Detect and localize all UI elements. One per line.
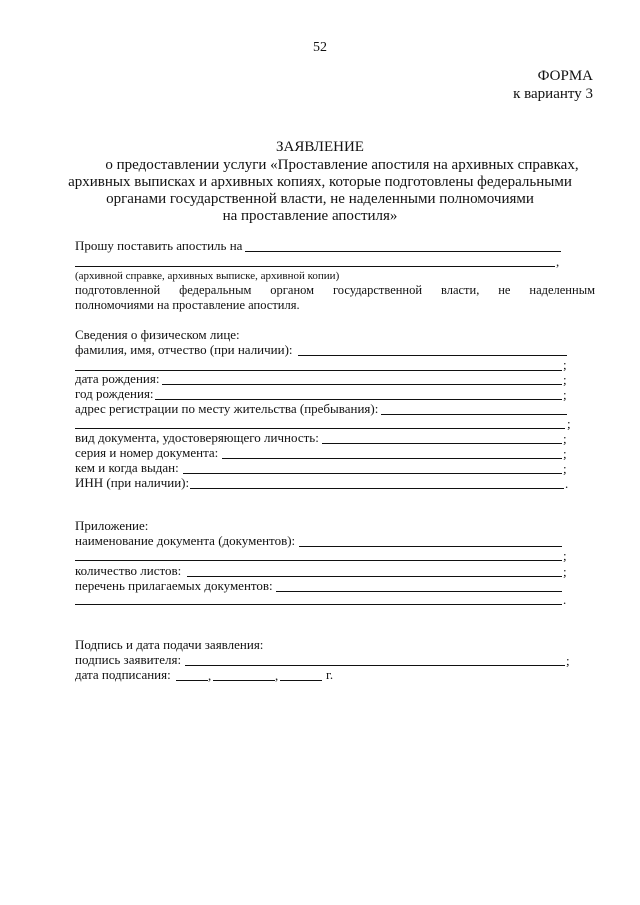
request-continuation-1: подготовленной федеральным органом государственной власти, не наделенным — [75, 283, 595, 297]
date-year-field[interactable] — [280, 680, 322, 681]
request-hint: (архивной справке, архивных выписке, архивной копии) — [75, 270, 340, 282]
list-field-cont[interactable] — [75, 604, 562, 605]
doc-type-label: вид документа, удостоверяющего личность: — [75, 430, 319, 445]
statement-subtitle-3: органами государственной власти, не наделенными полномочиями — [106, 191, 534, 207]
punct-comma: , — [556, 254, 560, 269]
date-day-field[interactable] — [176, 680, 208, 681]
punct-semicolon: ; — [563, 372, 567, 387]
sheets-label: количество листов: — [75, 563, 182, 578]
punct-comma: , — [275, 668, 279, 683]
apostille-target-field[interactable] — [245, 251, 561, 252]
inn-label: ИНН (при наличии): — [75, 475, 190, 490]
date-month-field[interactable] — [213, 680, 275, 681]
inn-field[interactable] — [190, 488, 564, 489]
statement-subtitle-4: на проставление апостиля» — [222, 208, 398, 224]
signature-section-title: Подпись и дата подачи заявления: — [75, 637, 264, 652]
punct-semicolon: ; — [563, 431, 567, 446]
form-variant: к варианту 3 — [513, 86, 593, 102]
punct-semicolon: ; — [563, 461, 567, 476]
statement-subtitle-1: о предоставлении услуги «Проставление апостиля на архивных справках, — [105, 157, 579, 173]
series-field[interactable] — [222, 458, 562, 459]
punct-semicolon: ; — [566, 653, 570, 668]
list-label: перечень прилагаемых документов: — [75, 578, 273, 593]
birth-date-field[interactable] — [162, 384, 562, 385]
sign-label: подпись заявителя: — [75, 652, 182, 667]
birth-date-label: дата рождения: — [75, 371, 160, 386]
list-field[interactable] — [276, 591, 562, 592]
page-number: 52 — [313, 40, 327, 55]
request-label: Прошу поставить апостиль на — [75, 238, 243, 253]
fio-field[interactable] — [298, 355, 567, 356]
punct-comma: , — [208, 668, 212, 683]
sheets-field[interactable] — [187, 576, 562, 577]
birth-year-field[interactable] — [155, 399, 562, 400]
statement-title: ЗАЯВЛЕНИЕ — [276, 139, 364, 155]
signature-field[interactable] — [185, 665, 565, 666]
punct-semicolon: ; — [563, 387, 567, 402]
punct-semicolon: ; — [567, 416, 571, 431]
punct-period: . — [565, 476, 569, 491]
apostille-target-field-cont[interactable] — [75, 266, 555, 267]
person-section-title: Сведения о физическом лице: — [75, 327, 240, 342]
punct-period: . — [563, 592, 567, 607]
doc-name-label: наименование документа (документов): — [75, 533, 296, 548]
doc-name-field-cont[interactable] — [75, 560, 562, 561]
year-suffix: г. — [326, 667, 334, 682]
address-label: адрес регистрации по месту жительства (пребывания): — [75, 401, 379, 416]
punct-semicolon: ; — [563, 357, 567, 372]
punct-semicolon: ; — [563, 564, 567, 579]
birth-year-label: год рождения: — [75, 386, 154, 401]
doc-type-field[interactable] — [322, 443, 562, 444]
address-field-cont[interactable] — [75, 428, 565, 429]
form-title: ФОРМА — [537, 68, 593, 84]
fio-label: фамилия, имя, отчество (при наличии): — [75, 342, 293, 357]
issued-field[interactable] — [183, 473, 562, 474]
address-field[interactable] — [381, 414, 567, 415]
issued-label: кем и когда выдан: — [75, 460, 179, 475]
date-label: дата подписания: — [75, 667, 171, 682]
series-label: серия и номер документа: — [75, 445, 219, 460]
punct-semicolon: ; — [563, 548, 567, 563]
punct-semicolon: ; — [563, 446, 567, 461]
request-continuation-2: полномочиями на проставление апостиля. — [75, 298, 300, 312]
doc-name-field[interactable] — [299, 546, 562, 547]
statement-subtitle-2: архивных выписках и архивных копиях, которые подготовлены федеральными — [68, 174, 572, 190]
attachment-section-title: Приложение: — [75, 518, 149, 533]
